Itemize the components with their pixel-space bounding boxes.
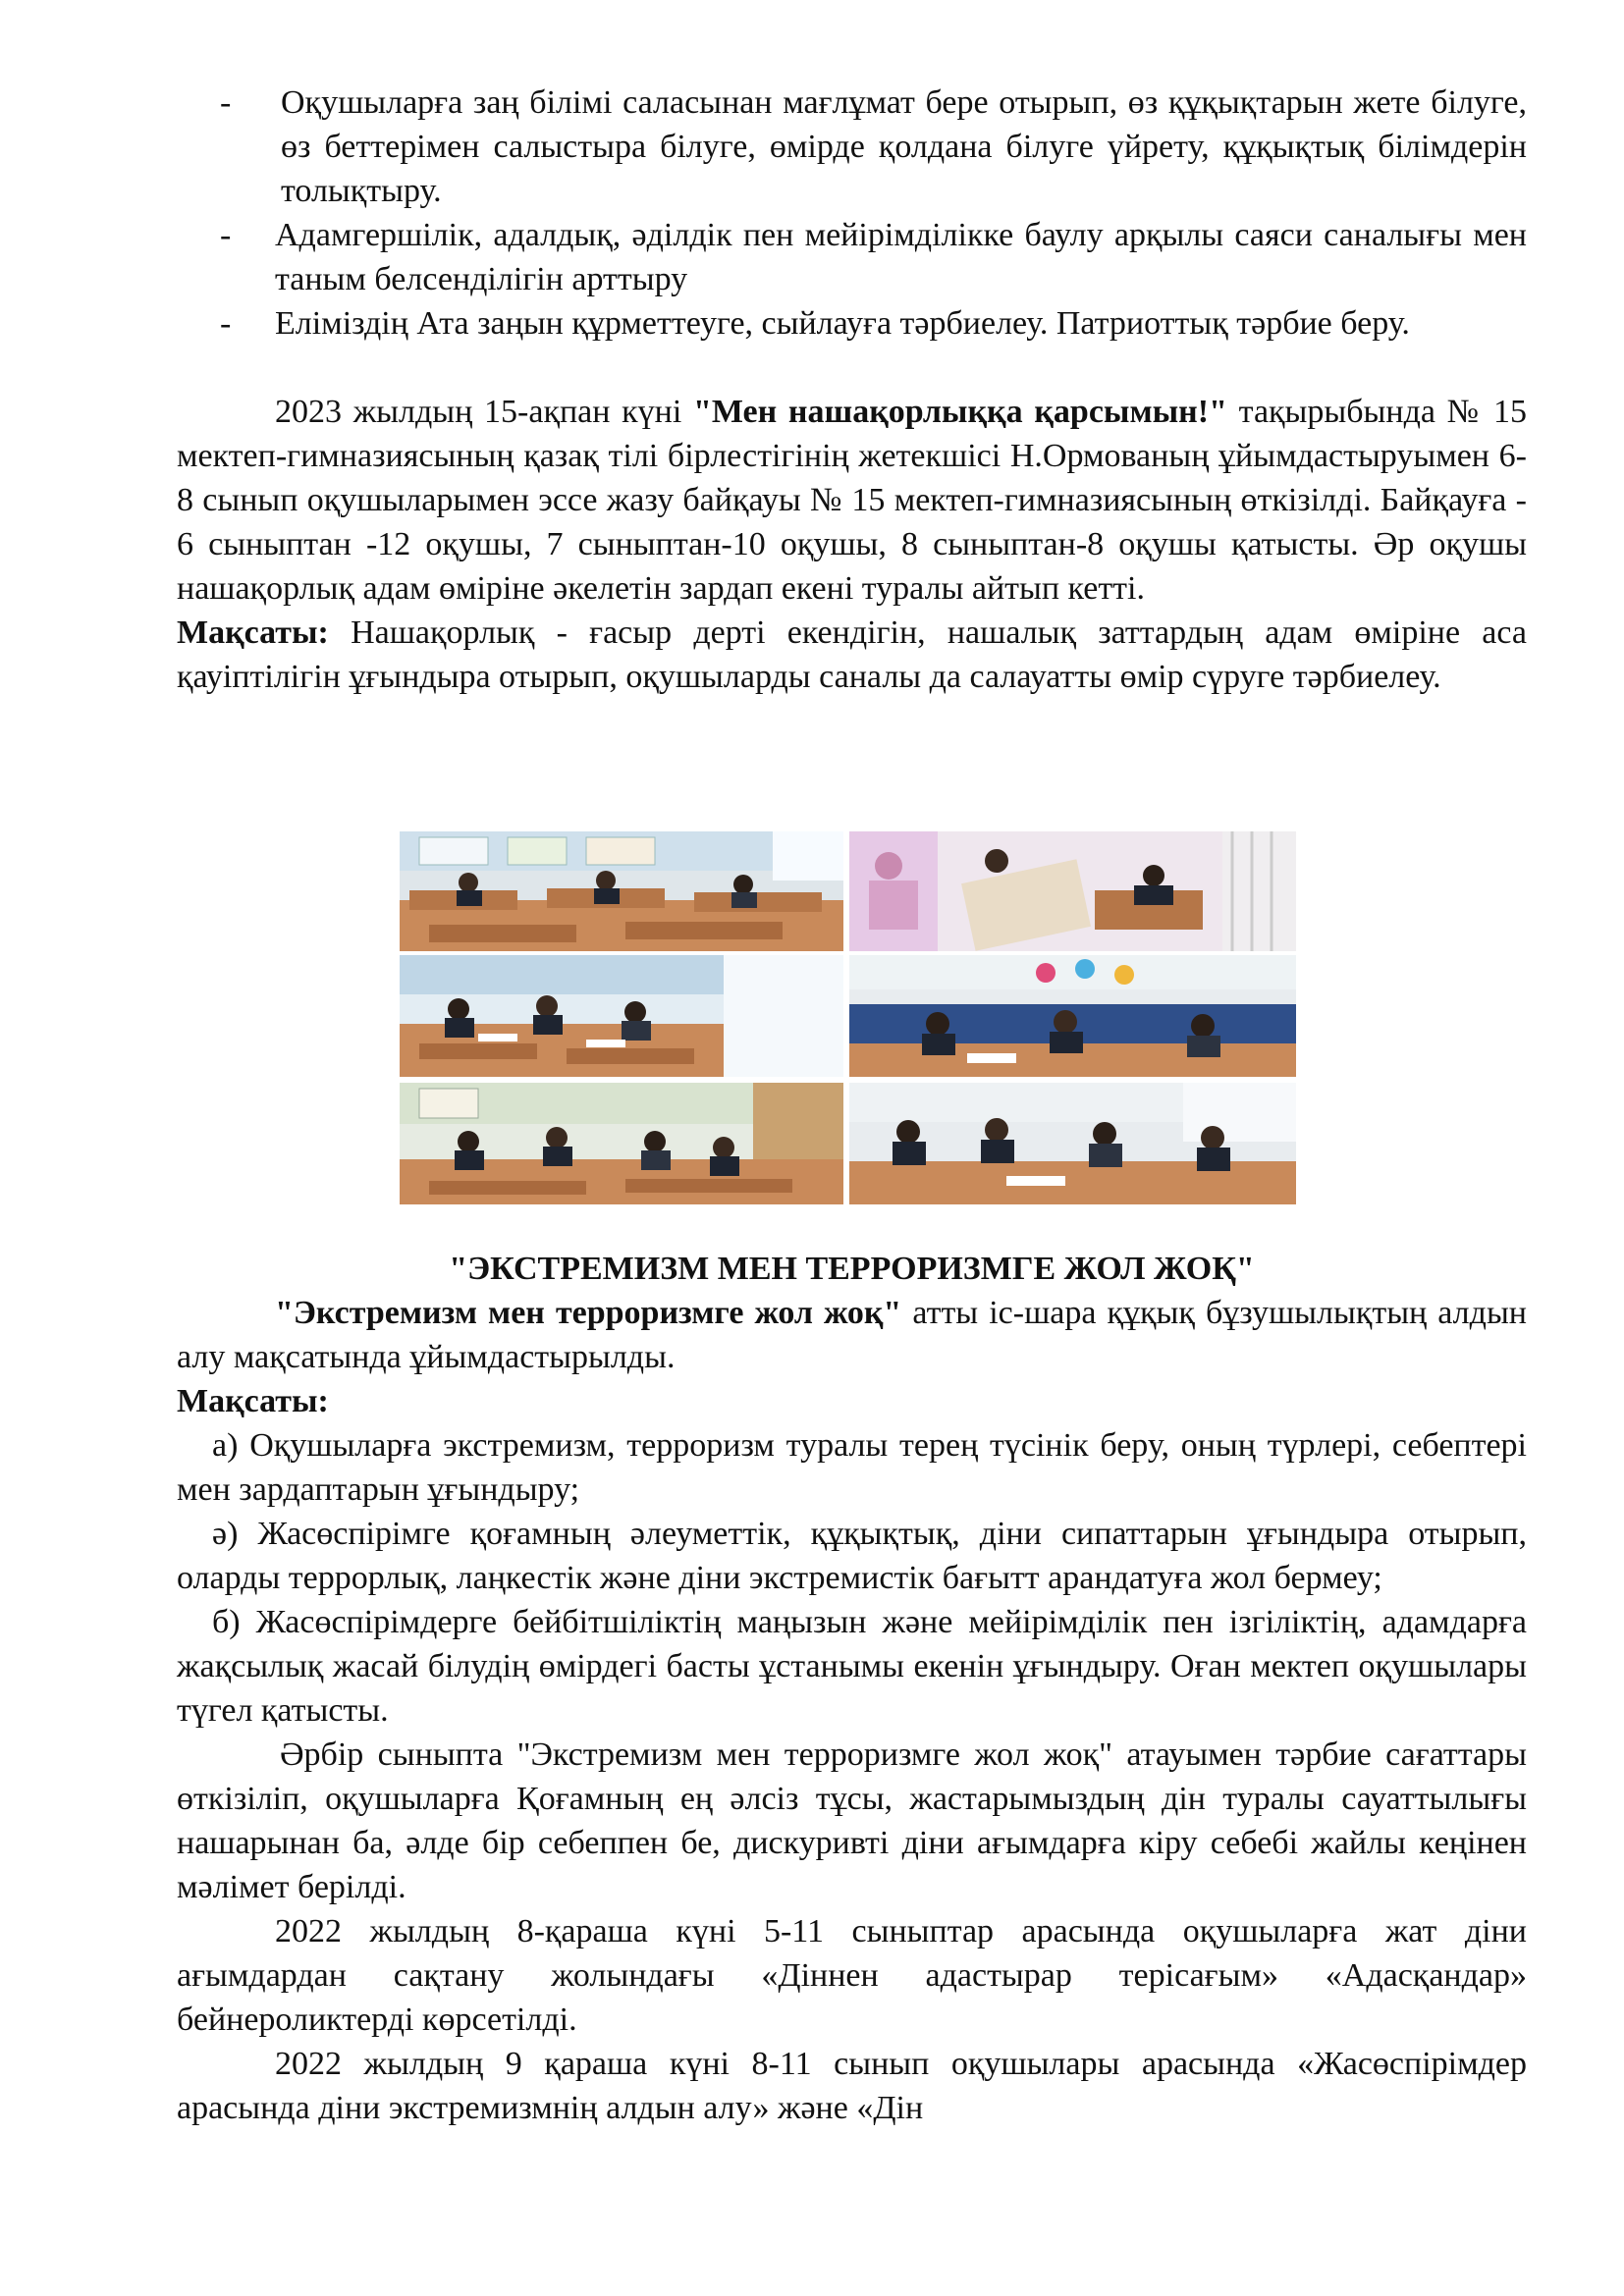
- section-title-text: "ЭКСТРЕМИЗМ МЕН ТЕРРОРИЗМГЕ ЖОЛ ЖОҚ": [449, 1251, 1255, 1287]
- list-item-text: Адамгершілік, адалдық, әділдік пен мейірімділікке баулу арқылы саяси саналығы мен таным белсенділігін арттыру: [275, 217, 1527, 297]
- event-text: атты іс-шара құқық бұзушылықтың алдын алу мақсатында ұйымдастырылды.: [177, 1295, 1527, 1375]
- classroom-photo: [400, 831, 843, 951]
- list-dash: -: [220, 217, 232, 253]
- goal-label: Мақсаты:: [177, 614, 329, 651]
- goal2-label: Мақсаты:: [177, 1383, 329, 1419]
- goal-item-text: Оқушыларға экстремизм, терроризм туралы терең түсінік беру, оның түрлері, себептері мен зардаптарын ұғындыру;: [177, 1427, 1527, 1508]
- list-item: [177, 301, 1527, 346]
- essay-paragraph: [177, 390, 1527, 611]
- classroom-photo: [849, 1083, 1296, 1204]
- list-item-text: Оқушыларға заң білімі саласынан мағлұмат бере отырып, өз құқықтарын жете білуге, өз беттерімен салыстыра білуге, өмірде қолдана білуге үйрету, құқықтық білімдерін толықтыру.: [281, 84, 1527, 209]
- goal-text: Нашақорлық - ғасыр дерті екендігін, нашалық заттардың адам өміріне аса қауіптілігін ұғындыра отырып, оқушыларды саналы да салауатты өмір сүруге тәрбиелеу.: [177, 614, 1527, 695]
- list-dash: -: [220, 305, 232, 342]
- essay-lead: 2023 жылдың 15-ақпан күні: [275, 394, 693, 430]
- goal-item: [177, 1600, 1527, 1733]
- goal-item-label: а): [212, 1427, 239, 1464]
- classroom-photo: [849, 955, 1296, 1077]
- essay-contest-section: [177, 390, 1527, 699]
- video-paragraph: 2022 жылдың 8-қараша күні 5-11 сыныптар арасында оқушыларға жат діни ағымдардан сақтану жолындағы «Діннен адастырар терісағым» «Адасқандар» бейнероликтерді көрсетілді.: [177, 1913, 1527, 2038]
- section-title: [177, 1247, 1527, 1291]
- list-item-text: Еліміздің Ата заңын құрметтеуге, сыйлауға тәрбиелеу. Патриоттық тәрбие беру.: [275, 305, 1410, 342]
- essay-text: тақырыбында № 15 мектеп-гимназиясының қазақ тілі бірлестігінің жетекшісі Н.Ормованың ұйымдастыруымен 6-8 сынып оқушыларымен эссе жазу байқауы № 15 мектеп-гимназиясының өткізілді. Байқауға - 6 сыныптан -12 оқушы, 7 сыныптан-10 оқушы, 8 сыныптан-8 оқушы қатысты. Әр оқушы нашақорлық адам өміріне әкелетін зардап екені туралы айтып кетті.: [177, 394, 1527, 607]
- goals-list: [177, 80, 1527, 346]
- meeting-paragraph: 2022 жылдың 9 қараша күні 8-11 сынып оқушылары арасында «Жасөспірімдер арасында діни экстремизмнің алдын алу» және «Дін: [177, 2046, 1527, 2126]
- goal2-label-row: [177, 1379, 1527, 1423]
- goal-paragraph: [177, 611, 1527, 699]
- event-paragraph: [177, 1291, 1527, 1379]
- goal-item-label: ә): [212, 1516, 239, 1552]
- event-name: "Экстремизм мен терроризмге жол жоқ": [275, 1295, 902, 1331]
- list-item: [177, 80, 1527, 213]
- goal-item: [177, 1423, 1527, 1512]
- classroom-photo: [400, 955, 843, 1077]
- goal-item-text: Жасөспірімдерге бейбітшіліктің маңызын және мейірімділік пен ізгіліктің, адамдарға жақсылық жасай білудің өмірдегі басты ұстанымы екенін ұғындыру. Оған мектеп оқушылары түгел қатысты.: [177, 1604, 1527, 1729]
- photo-collage: [388, 829, 1306, 1207]
- classroom-photo: [400, 1083, 843, 1204]
- goal-item-text: Жасөспірімге қоғамның әлеуметтік, құқықтық, діни сипаттарын ұғындыра отырып, оларды террорлық, лаңкестік және діни экстремистік бағытт арандатуға жол бермеу;: [177, 1516, 1528, 1596]
- list-dash: -: [220, 84, 232, 121]
- list-item: [177, 213, 1527, 301]
- essay-topic: "Мен нашақорлыққа қарсымын!": [693, 394, 1227, 430]
- classroom-photo: [849, 831, 1296, 951]
- class-hours-paragraph: Әрбір сыныпта "Экстремизм мен терроризмге жол жоқ" атауымен тәрбие сағаттары өткізіліп, оқушыларға Қоғамның ең әлсіз тұсы, жастарымыздың дін туралы сауаттылығы нашарынан ба, әлде бір себеппен бе, дискуривті діни ағымдарға кіру себебі жайлы кеңінен мәлімет берілді.: [177, 1736, 1527, 1905]
- goal-item: [177, 1512, 1527, 1600]
- goal-item-label: б): [212, 1604, 241, 1640]
- extremism-section: [177, 1247, 1527, 2130]
